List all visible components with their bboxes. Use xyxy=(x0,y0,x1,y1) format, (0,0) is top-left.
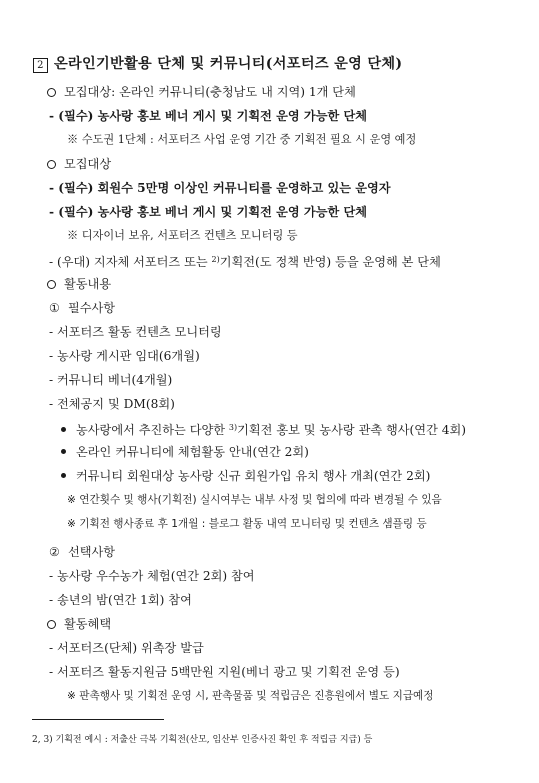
list-item: - 송년의 밤(연간 1회) 참여 xyxy=(49,593,192,607)
bullet-item: 농사랑에서 추진하는 다양한 $^{3)}$기획전 홍보 및 농사랑 관촉 행사(연간 4회) xyxy=(61,420,466,438)
list-item: - 전체공지 및 DM(8회) xyxy=(49,397,175,411)
item-text: 모집대상: 온라인 커뮤니티(충청남도 내 지역) 1개 단체 xyxy=(64,85,356,99)
section-number-box: 2 xyxy=(33,58,48,73)
circle-bullet-icon xyxy=(47,88,56,97)
note-item: ※ 기획전 행사종료 후 1개월 : 블로그 활동 내역 모니터링 및 컨텐츠 샘플링 등 xyxy=(67,518,427,530)
item-text: 활동혜택 xyxy=(64,617,112,631)
footnote-divider xyxy=(32,719,164,720)
footnote-ref: 2) xyxy=(211,255,220,264)
note-item: ※ 판촉행사 및 기획전 운영 시, 판촉물품 및 적립금은 진흥원에서 별도 지급예정 xyxy=(67,690,434,702)
section-heading xyxy=(33,56,402,73)
footnote-ref: 3) xyxy=(228,423,238,432)
bullet-item: 온라인 커뮤니티에 체험활동 안내(연간 2회) xyxy=(61,444,309,460)
benefits-heading xyxy=(47,616,111,632)
circle-bullet-icon xyxy=(47,280,56,289)
required-item: - (필수) 농사랑 홍보 베너 게시 및 기획전 운영 가능한 단체 xyxy=(49,109,368,123)
item-text: 모집대상 xyxy=(64,157,112,171)
preferred-item: - (우대) 지자체 서포터즈 또는 $^{2)}$기획전(도 정책 반영) 등을 운영해 본 단체 xyxy=(49,255,441,269)
bullet-item: 커뮤니티 회원대상 농사랑 신규 회원가입 유치 행사 개최(연간 2회) xyxy=(61,468,430,484)
list-item: - 농사랑 우수농가 체험(연간 2회) 참여 xyxy=(49,569,255,583)
list-item: - 서포터즈(단체) 위촉장 발급 xyxy=(49,641,204,655)
item-text: 활동내용 xyxy=(64,277,112,291)
footnote: 2, 3) 기획전 예시 : 저출산 극복 기획전(산모, 임산부 인증사진 확인 후 적립금 지급) 등 xyxy=(32,735,373,745)
note-item: ※ 연간횟수 및 행사(기획전) 실시여부는 내부 사정 및 협의에 따라 변경될 수 있음 xyxy=(67,494,442,506)
required-subheading: ① 필수사항 xyxy=(49,301,116,315)
list-item: - 농사랑 게시판 임대(6개월) xyxy=(49,349,200,363)
circle-bullet-icon xyxy=(47,160,56,169)
list-item: - 커뮤니티 베너(4개월) xyxy=(49,373,173,387)
activities-heading xyxy=(47,276,111,292)
circled-number-2: ② xyxy=(49,545,60,559)
required-item: - (필수) 회원수 5만명 이상인 커뮤니티를 운영하고 있는 운영자 xyxy=(49,181,391,195)
note-item: ※ 수도권 1단체 : 서포터즈 사업 운영 기간 중 기획전 필요 시 운영 예정 xyxy=(67,133,417,146)
bullet-dot-icon xyxy=(61,449,66,454)
recruit-target-summary xyxy=(47,84,356,100)
optional-subheading: ② 선택사항 xyxy=(49,545,116,559)
recruit-target-heading xyxy=(47,156,111,172)
required-item: - (필수) 농사랑 홍보 베너 게시 및 기획전 운영 가능한 단체 xyxy=(49,205,368,219)
bullet-dot-icon xyxy=(61,427,66,432)
section-title: 온라인기반활용 단체 및 커뮤니티(서포터즈 운영 단체) xyxy=(54,56,403,72)
bullet-dot-icon xyxy=(61,473,66,478)
list-item: - 서포터즈 활동 컨텐츠 모니터링 xyxy=(49,325,222,339)
circle-bullet-icon xyxy=(47,620,56,629)
note-item: ※ 디자이너 보유, 서포터즈 컨텐츠 모니터링 등 xyxy=(67,229,298,242)
list-item: - 서포터즈 활동지원금 5백만원 지원(베너 광고 및 기획전 운영 등) xyxy=(49,665,400,679)
circled-number-1: ① xyxy=(49,301,60,315)
